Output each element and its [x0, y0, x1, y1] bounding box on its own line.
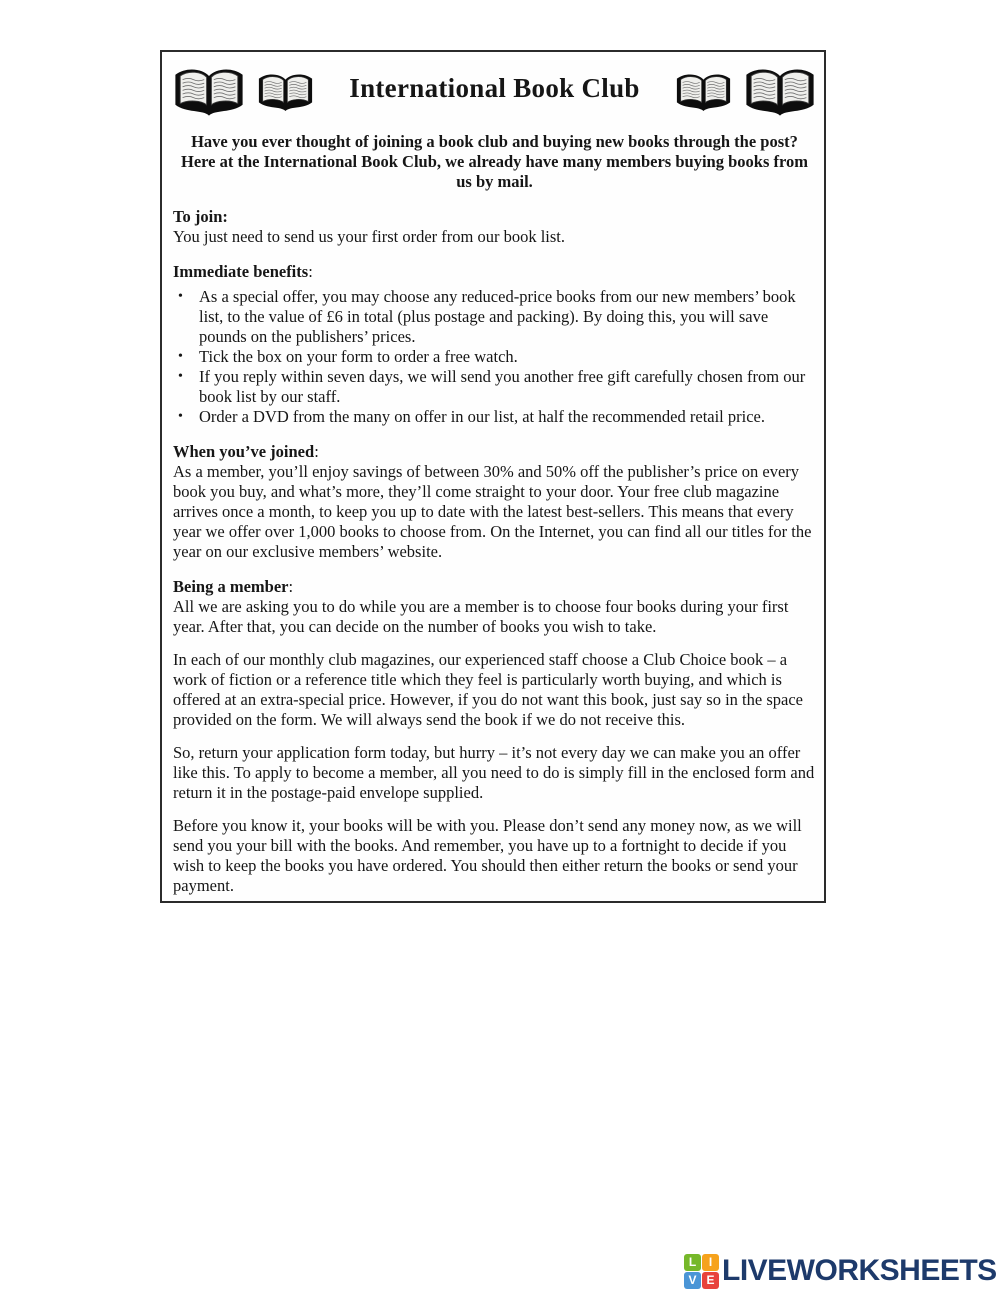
list-item	[178, 367, 816, 407]
heading-being-member	[173, 577, 816, 597]
book-icons-right	[675, 62, 816, 120]
to-join-body: You just need to send us your first order from our book list.	[173, 227, 566, 246]
liveworksheets-wordmark: LIVEWORKSHEETS	[722, 1254, 997, 1287]
liveworksheets-logo[interactable]	[684, 1253, 997, 1289]
open-book-icon	[744, 62, 816, 120]
heading-to-join: To join:	[173, 207, 228, 226]
heading-text: Being a member	[173, 577, 289, 596]
book-icons-left	[173, 62, 314, 120]
liveworksheets-logo-icon	[684, 1254, 719, 1289]
open-book-icon	[257, 68, 314, 115]
benefits-list	[173, 287, 816, 427]
closing-paragraph: Before you know it, your books will be with you. Please don’t send any money now, as we will send you your bill with the books. And remember, you have up to a fortnight to decide if you wish to keep the books you have ordered. You should then either return the books or send your payment.	[173, 816, 802, 895]
open-book-icon	[675, 68, 732, 115]
heading-immediate-benefits	[173, 262, 816, 282]
bullet-text: As a special offer, you may choose any reduced-price books from our new members’ book list, to the value of £6 in total (plus postage and packing). By doing this, you will save pounds on the publishers’ prices.	[199, 287, 796, 346]
open-book-icon	[173, 62, 245, 120]
being-member-paragraph: In each of our monthly club magazines, our experienced staff choose a Club Choice book – a work of fiction or a reference title which they feel is particularly worth buying, and which is offered at an extra-special price. However, if you do not want this book, just say so in the space provided on the form. We will always send the book if we do not receive this.	[173, 650, 803, 729]
bullet-text: Tick the box on your form to order a free watch.	[199, 347, 518, 366]
heading-when-joined	[173, 442, 816, 462]
logo-tile-i: I	[702, 1254, 719, 1271]
heading-colon: :	[288, 577, 294, 596]
list-item	[178, 407, 816, 427]
bullet-text: Order a DVD from the many on offer in our list, at half the recommended retail price.	[199, 407, 765, 426]
page-title: International Book Club	[349, 72, 640, 103]
heading-colon: :	[314, 442, 319, 461]
bullet-icon: •	[178, 409, 183, 424]
bullet-icon: •	[178, 369, 183, 384]
intro-paragraph: Have you ever thought of joining a book club and buying new books through the post? Here at the International Book Club, we already have many members buying books from us by mail.	[180, 132, 809, 191]
heading-colon: :	[308, 262, 313, 281]
when-joined-body: As a member, you’ll enjoy savings of between 30% and 50% off the publisher’s price on every book you buy, and what’s more, they’ll come straight to your door. Your free club magazine arrives once a month, to keep you up to date with the latest best-sellers. This means that every year we offer over 1,000 books to choose from. On the Internet, you can find all our titles for the year on our exclusive members’ website.	[173, 462, 812, 561]
list-item	[178, 287, 816, 347]
logo-tile-v: V	[684, 1272, 701, 1289]
heading-text: Immediate benefits	[173, 262, 309, 281]
bullet-text: If you reply within seven days, we will send you another free gift carefully chosen from our book list by our staff.	[199, 367, 806, 406]
logo-tile-l: L	[684, 1254, 701, 1271]
logo-tile-e: E	[702, 1272, 719, 1289]
bullet-icon: •	[178, 349, 183, 364]
worksheet-document	[160, 50, 826, 903]
list-item	[178, 347, 816, 367]
being-member-paragraph: All we are asking you to do while you are a member is to choose four books during your first year. After that, you can decide on the number of books you wish to take.	[173, 597, 789, 636]
document-header	[173, 62, 816, 120]
bullet-icon: •	[178, 289, 183, 304]
closing-paragraph: So, return your application form today, but hurry – it’s not every day we can make you an offer like this. To apply to become a member, all you need to do is simply fill in the enclosed form and return it in the postage-paid envelope supplied.	[173, 743, 815, 802]
heading-text: When you’ve joined	[173, 442, 315, 461]
